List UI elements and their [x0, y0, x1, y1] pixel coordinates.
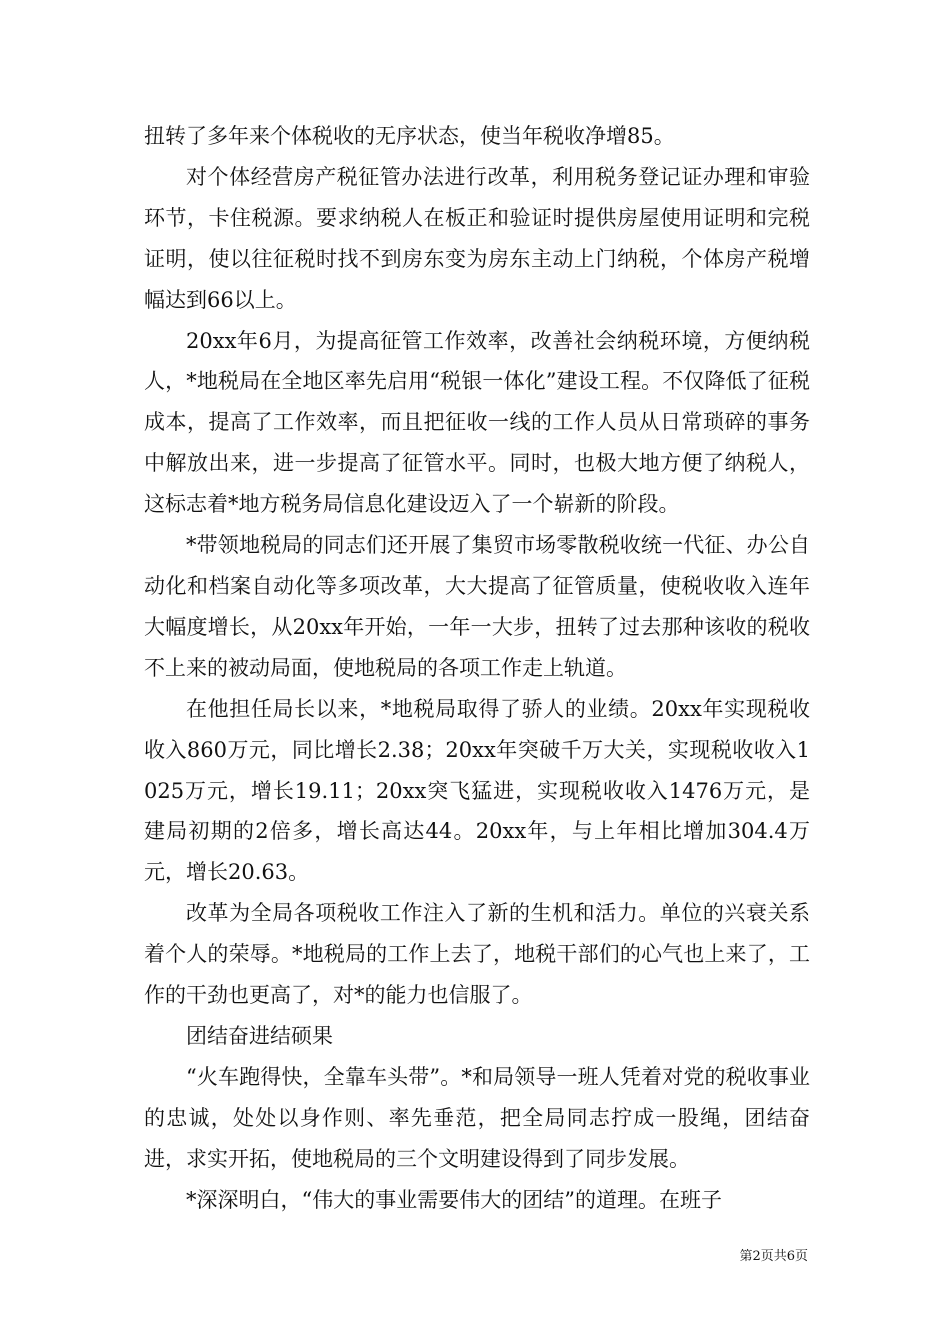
paragraph-continuation: 扭转了多年来个体税收的无序状态，使当年税收净增85。	[144, 124, 675, 148]
section-heading: 团结奋进结硕果	[186, 1023, 333, 1048]
page-number: 第2页共6页	[739, 1249, 808, 1264]
paragraph-tax-bank-integration: 20xx年6月，为提高征管工作效率，改善社会纳税环境，方便纳税人，*地税局在全地区率先启用“税银一体化”建设工程。不仅降低了征税成本，提高了工作效率，而且把征收一线的工作人员从日常琐碎的事务中解放出来，进一步提高了征管水平。同时，也极大地方便了纳税人，这标志着*地方税务局信息化建设迈入了一个崭新的阶段。	[144, 328, 810, 517]
paragraph-leadership: “火车跑得快，全靠车头带”。*和局领导一班人凭着对党的税收事业的忠诚，处处以身作则、率先垂范，把全局同志拧成一股绳，团结奋进，求实开拓，使地税局的三个文明建设得到了同步发展。	[144, 1064, 810, 1171]
paragraph-vitality: 改革为全局各项税收工作注入了新的生机和活力。单位的兴衰关系着个人的荣辱。*地税局的工作上去了，地税干部们的心气也上来了，工作的干劲也更高了，对*的能力也信服了。	[144, 901, 810, 1008]
paragraph-unity: *深深明白，“伟大的事业需要伟大的团结”的道理。在班子	[186, 1187, 722, 1212]
paragraph-performance: 在他担任局长以来，*地税局取得了骄人的业绩。20xx年实现税收收入860万元，同比增长2.38；20xx年突破千万大关，实现税收收入1025万元，增长19.11；20xx突飞猛进，实现税收收入1476万元，是建局初期的2倍多，增长高达44。20xx年，与上年相比增加304.4万元，增长20.63。	[144, 696, 810, 885]
document-body	[144, 116, 810, 1220]
paragraph-property-tax-reform: 对个体经营房产税征管办法进行改革，利用税务登记证办理和审验环节，卡住税源。要求纳税人在板正和验证时提供房屋使用证明和完税证明，使以往征税时找不到房东变为房东主动上门纳税，个体房产税增幅达到66以上。	[144, 164, 810, 312]
paragraph-multiple-reforms: *带领地税局的同志们还开展了集贸市场零散税收统一代征、办公自动化和档案自动化等多项改革，大大提高了征管质量，使税收收入连年大幅度增长，从20xx年开始，一年一大步，扭转了过去那种该收的税收不上来的被动局面，使地税局的各项工作走上轨道。	[144, 533, 810, 680]
